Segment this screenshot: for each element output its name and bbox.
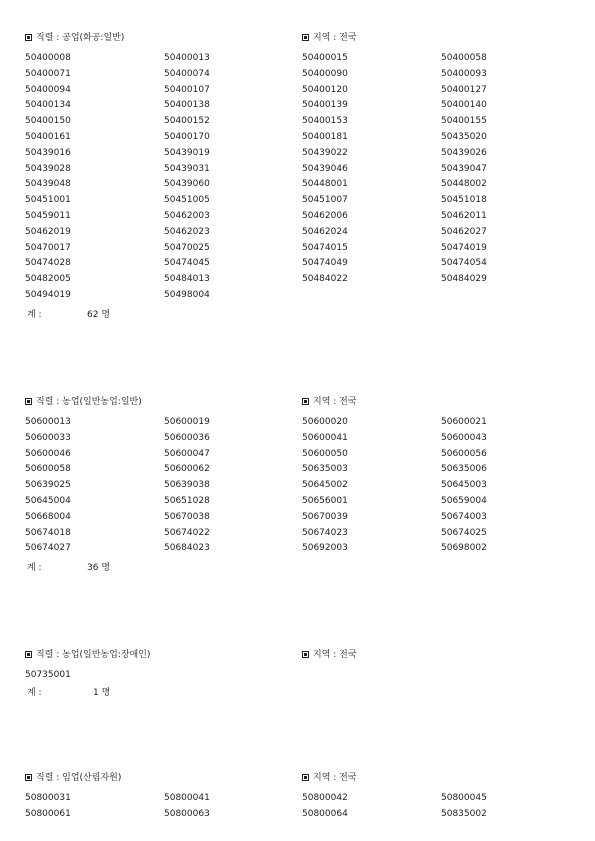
candidate-id: 50645003 xyxy=(441,480,487,491)
candidate-id: 50451007 xyxy=(302,195,348,206)
region-header xyxy=(302,650,357,661)
candidate-id-grid xyxy=(0,52,595,305)
total-count: 62 명 xyxy=(87,310,111,320)
candidate-id: 50600036 xyxy=(164,432,210,443)
id-row xyxy=(0,479,595,495)
total-line xyxy=(27,307,111,320)
candidate-id: 50800031 xyxy=(25,793,71,803)
id-row xyxy=(0,147,595,163)
candidate-id: 50600041 xyxy=(302,432,348,443)
region-label: 지역 : 전국 xyxy=(313,773,357,783)
region-header xyxy=(302,397,357,408)
candidate-id: 50439019 xyxy=(164,147,210,158)
candidate-id: 50668004 xyxy=(25,511,71,522)
square-bullet-icon xyxy=(302,398,309,405)
candidate-id: 50462023 xyxy=(164,226,210,237)
candidate-id: 50459011 xyxy=(25,210,71,221)
candidate-id: 50639038 xyxy=(164,480,210,491)
candidate-id: 50400107 xyxy=(164,84,210,95)
id-row xyxy=(0,808,595,824)
candidate-id: 50600062 xyxy=(164,464,210,475)
region-header xyxy=(302,33,357,44)
id-row xyxy=(0,242,595,258)
candidate-id: 50462019 xyxy=(25,226,71,237)
total-line xyxy=(27,560,111,573)
candidate-id: 50674018 xyxy=(25,527,71,538)
candidate-id: 50600013 xyxy=(25,417,71,427)
id-row xyxy=(0,210,595,226)
candidate-id: 50674022 xyxy=(164,527,210,538)
candidate-id: 50674025 xyxy=(441,527,487,538)
id-row xyxy=(0,511,595,527)
candidate-id: 50800064 xyxy=(302,808,348,819)
candidate-id: 50800041 xyxy=(164,793,210,803)
candidate-id: 50684023 xyxy=(164,543,210,554)
candidate-id: 50400161 xyxy=(25,131,71,142)
candidate-id: 50600033 xyxy=(25,432,71,443)
candidate-id: 50439060 xyxy=(164,179,210,190)
candidate-id: 50439016 xyxy=(25,147,71,158)
id-row xyxy=(0,257,595,273)
square-bullet-icon xyxy=(25,34,32,41)
candidate-id: 50400138 xyxy=(164,100,210,111)
candidate-id: 50400013 xyxy=(164,53,210,63)
candidate-id: 50400170 xyxy=(164,131,210,142)
candidate-id: 50439047 xyxy=(441,163,487,174)
candidate-id: 50800045 xyxy=(441,793,487,803)
candidate-id: 50439031 xyxy=(164,163,210,174)
region-label: 지역 : 전국 xyxy=(313,33,357,43)
candidate-id-grid xyxy=(0,792,595,824)
candidate-id: 50674003 xyxy=(441,511,487,522)
candidate-id: 50400008 xyxy=(25,53,71,63)
id-row xyxy=(0,792,595,808)
candidate-id: 50448001 xyxy=(302,179,348,190)
candidate-id: 50439026 xyxy=(441,147,487,158)
job-category-label: 직렬 : 농업(일반농업:일반) xyxy=(36,397,142,407)
id-row xyxy=(0,273,595,289)
candidate-id: 50439028 xyxy=(25,163,71,174)
candidate-id: 50482005 xyxy=(25,274,71,285)
job-category-header xyxy=(25,773,121,784)
job-category-label: 직렬 : 농업(일반농업:장애인) xyxy=(36,650,151,660)
candidate-id: 50400152 xyxy=(164,116,210,127)
candidate-id: 50656001 xyxy=(302,495,348,506)
job-category-header xyxy=(25,397,142,408)
square-bullet-icon xyxy=(25,398,32,405)
candidate-id: 50600047 xyxy=(164,448,210,459)
id-row xyxy=(0,669,595,685)
candidate-id: 50484022 xyxy=(302,274,348,285)
candidate-id: 50451018 xyxy=(441,195,487,206)
id-row xyxy=(0,99,595,115)
id-row xyxy=(0,226,595,242)
candidate-id: 50639025 xyxy=(25,480,71,491)
candidate-id: 50462027 xyxy=(441,226,487,237)
candidate-id: 50800061 xyxy=(25,808,71,819)
candidate-id: 50439022 xyxy=(302,147,348,158)
id-row xyxy=(0,527,595,543)
candidate-id: 50600043 xyxy=(441,432,487,443)
candidate-id: 50674023 xyxy=(302,527,348,538)
id-row xyxy=(0,163,595,179)
id-row xyxy=(0,84,595,100)
square-bullet-icon xyxy=(25,774,32,781)
candidate-id: 50659004 xyxy=(441,495,487,506)
total-line xyxy=(27,685,111,698)
candidate-id: 50800042 xyxy=(302,793,348,803)
candidate-id: 50400090 xyxy=(302,68,348,79)
candidate-id: 50435020 xyxy=(441,131,487,142)
id-row xyxy=(0,194,595,210)
id-row xyxy=(0,448,595,464)
candidate-id: 50600020 xyxy=(302,417,348,427)
candidate-id: 50635003 xyxy=(302,464,348,475)
candidate-id: 50400153 xyxy=(302,116,348,127)
candidate-id: 50474049 xyxy=(302,258,348,269)
candidate-id: 50400120 xyxy=(302,84,348,95)
candidate-id: 50692003 xyxy=(302,543,348,554)
id-row xyxy=(0,178,595,194)
candidate-id: 50645002 xyxy=(302,480,348,491)
candidate-id: 50651028 xyxy=(164,495,210,506)
total-count: 1 명 xyxy=(93,688,111,698)
id-row xyxy=(0,542,595,558)
region-label: 지역 : 전국 xyxy=(313,397,357,407)
candidate-id: 50600056 xyxy=(441,448,487,459)
candidate-id: 50800063 xyxy=(164,808,210,819)
candidate-id: 50735001 xyxy=(25,670,71,680)
candidate-id: 50698002 xyxy=(441,543,487,554)
square-bullet-icon xyxy=(302,774,309,781)
candidate-id: 50400071 xyxy=(25,68,71,79)
candidate-id: 50645004 xyxy=(25,495,71,506)
job-category-header xyxy=(25,650,150,661)
id-row xyxy=(0,463,595,479)
candidate-id: 50439046 xyxy=(302,163,348,174)
candidate-id: 50484029 xyxy=(441,274,487,285)
job-category-label: 직렬 : 임업(산림자원) xyxy=(36,773,122,783)
candidate-id: 50470025 xyxy=(164,242,210,253)
candidate-id: 50484013 xyxy=(164,274,210,285)
candidate-id: 50600050 xyxy=(302,448,348,459)
candidate-id: 50448002 xyxy=(441,179,487,190)
candidate-id: 50600019 xyxy=(164,417,210,427)
candidate-id: 50439048 xyxy=(25,179,71,190)
candidate-id: 50474028 xyxy=(25,258,71,269)
candidate-id: 50400058 xyxy=(441,53,487,63)
candidate-id: 50474045 xyxy=(164,258,210,269)
total-count: 36 명 xyxy=(87,563,111,573)
candidate-id: 50400074 xyxy=(164,68,210,79)
candidate-id: 50835002 xyxy=(441,808,487,819)
candidate-id: 50400140 xyxy=(441,100,487,111)
candidate-id: 50494019 xyxy=(25,289,71,300)
candidate-id: 50474054 xyxy=(441,258,487,269)
candidate-id: 50451001 xyxy=(25,195,71,206)
candidate-id: 50451005 xyxy=(164,195,210,206)
candidate-id: 50462006 xyxy=(302,210,348,221)
candidate-id: 50462003 xyxy=(164,210,210,221)
id-row xyxy=(0,495,595,511)
candidate-id: 50474015 xyxy=(302,242,348,253)
candidate-id: 50674027 xyxy=(25,543,71,554)
job-category-label: 직렬 : 공업(화공:일반) xyxy=(36,33,125,43)
candidate-id: 50670039 xyxy=(302,511,348,522)
candidate-id: 50670038 xyxy=(164,511,210,522)
candidate-id-grid xyxy=(0,416,595,558)
job-category-header xyxy=(25,33,124,44)
total-label: 계 : xyxy=(27,688,42,698)
candidate-id: 50635006 xyxy=(441,464,487,475)
candidate-id-grid xyxy=(0,669,595,685)
candidate-id: 50400139 xyxy=(302,100,348,111)
square-bullet-icon xyxy=(302,34,309,41)
candidate-id: 50462011 xyxy=(441,210,487,221)
candidate-id: 50600021 xyxy=(441,417,487,427)
candidate-id: 50400127 xyxy=(441,84,487,95)
id-row xyxy=(0,416,595,432)
square-bullet-icon xyxy=(302,651,309,658)
candidate-id: 50498004 xyxy=(164,289,210,300)
candidate-id: 50400150 xyxy=(25,116,71,127)
candidate-id: 50400155 xyxy=(441,116,487,127)
candidate-id: 50462024 xyxy=(302,226,348,237)
candidate-id: 50470017 xyxy=(25,242,71,253)
candidate-id: 50400094 xyxy=(25,84,71,95)
id-row xyxy=(0,289,595,305)
id-row xyxy=(0,52,595,68)
candidate-id: 50474019 xyxy=(441,242,487,253)
candidate-id: 50600046 xyxy=(25,448,71,459)
total-label: 계 : xyxy=(27,310,42,320)
candidate-id: 50400015 xyxy=(302,53,348,63)
id-row xyxy=(0,432,595,448)
id-row xyxy=(0,131,595,147)
region-label: 지역 : 전국 xyxy=(313,650,357,660)
candidate-id: 50400093 xyxy=(441,68,487,79)
candidate-id: 50400134 xyxy=(25,100,71,111)
square-bullet-icon xyxy=(25,651,32,658)
candidate-id: 50600058 xyxy=(25,464,71,475)
id-row xyxy=(0,115,595,131)
id-row xyxy=(0,68,595,84)
total-label: 계 : xyxy=(27,563,42,573)
region-header xyxy=(302,773,357,784)
candidate-id: 50400181 xyxy=(302,131,348,142)
